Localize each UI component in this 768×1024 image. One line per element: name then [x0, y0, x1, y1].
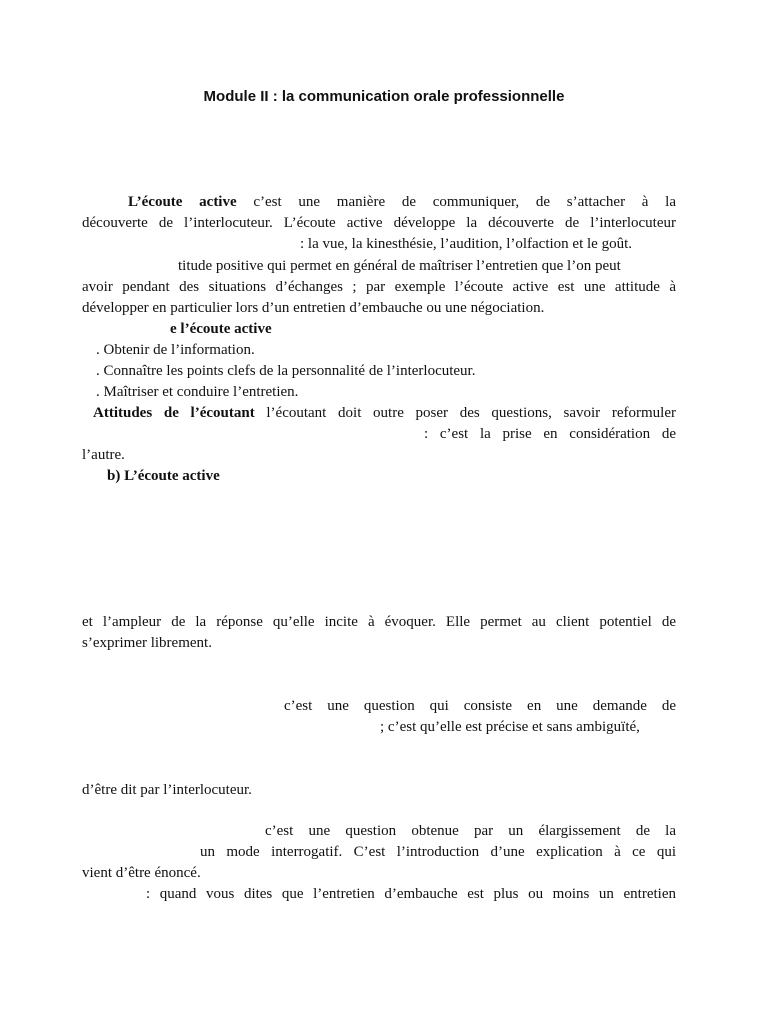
text-line: développer en particulier lors d’un entretien d’embauche ou une négociation. [82, 300, 545, 316]
text-line: découverte de l’interlocuteur. L’écoute active développe la découverte de l’interlocuteur [82, 215, 676, 231]
text-line: avoir pendant des situations d’échanges ; par exemple l’écoute active est une attitude à [82, 279, 676, 295]
list-item: . Obtenir de l’information. [96, 342, 255, 358]
bold-term: L’écoute active [128, 194, 237, 210]
text-line: c’est une question obtenue par un élargissement de la [265, 823, 676, 839]
text-line: c’est une question qui consiste en une demande de [284, 698, 676, 714]
text-line: : c’est la prise en considération de [424, 426, 676, 442]
bold-term: Attitudes de l’écoutant [93, 405, 255, 421]
text-line: et l’ampleur de la réponse qu’elle incite à évoquer. Elle permet au client potentiel de [82, 614, 676, 630]
text-line: titude positive qui permet en général de maîtriser l’entretien que l’on peut [178, 258, 621, 274]
text-line: vient d’être énoncé. [82, 865, 201, 881]
text-line: un mode interrogatif. C’est l’introduction d’une explication à ce qui [200, 844, 676, 860]
list-item: . Maîtriser et conduire l’entretien. [96, 384, 299, 400]
section-heading: e l’écoute active [170, 321, 272, 337]
text-line: ; c’est qu’elle est précise et sans ambiguïté, [380, 719, 640, 735]
text-line: s’exprimer librement. [82, 635, 212, 651]
text-line: l’autre. [82, 447, 125, 463]
section-heading: b) L’écoute active [107, 468, 220, 484]
page-title: Module II : la communication orale professionnelle [203, 88, 565, 105]
text-line: L’écoute active c’est une manière de communiquer, de s’attacher à la [128, 194, 676, 210]
text-line: d’être dit par l’interlocuteur. [82, 782, 252, 798]
text-line: : quand vous dites que l’entretien d’embauche est plus ou moins un entretien [146, 886, 676, 902]
text-line: Attitudes de l’écoutant l’écoutant doit outre poser des questions, savoir reformuler [93, 405, 676, 421]
text-line: : la vue, la kinesthésie, l’audition, l’olfaction et le goût. [300, 236, 632, 252]
list-item: . Connaître les points clefs de la personnalité de l’interlocuteur. [96, 363, 476, 379]
